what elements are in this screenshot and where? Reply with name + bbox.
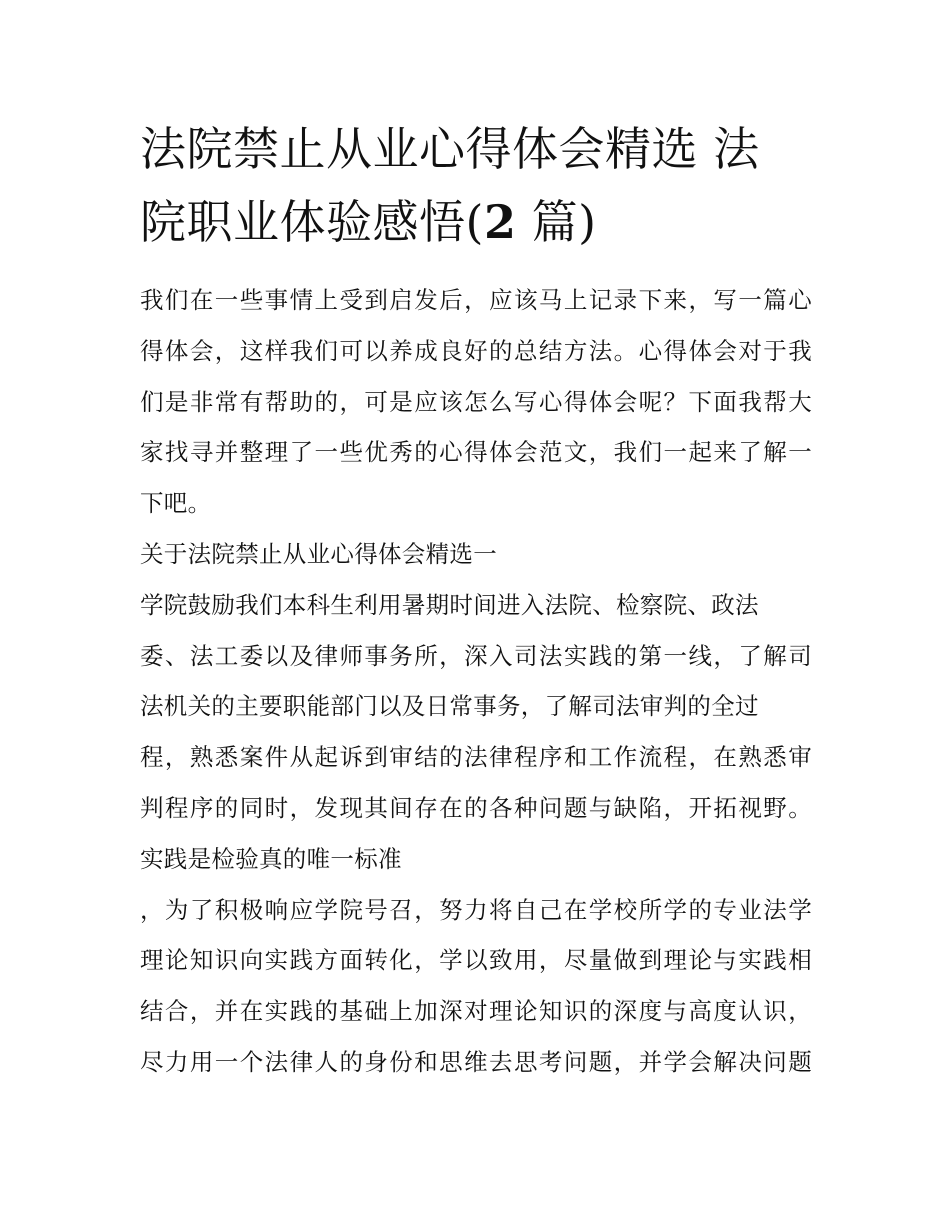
paragraph-line: 得体会，这样我们可以养成良好的总结方法。心得体会对于我	[140, 336, 812, 365]
paragraph-line: 程，熟悉案件从起诉到审结的法律程序和工作流程，在熟悉审	[140, 743, 812, 772]
paragraph-line: 尽力用一个法律人的身份和思维去思考问题，并学会解决问题	[140, 1047, 812, 1076]
title-line-1: 法院禁止从业心得体会精选 法	[140, 122, 760, 176]
paragraph-line: ，为了积极响应学院号召，努力将自己在学校所学的专业法学	[140, 895, 812, 924]
title-line-2c: 篇)	[516, 195, 597, 249]
paragraph-line: 学院鼓励我们本科生利用暑期时间进入法院、检察院、政法	[140, 590, 759, 619]
document-title	[140, 113, 820, 259]
paragraph-line: 下吧。	[140, 489, 212, 518]
paragraph-line: 家找寻并整理了一些优秀的心得体会范文，我们一起来了解一	[140, 438, 812, 467]
paragraph-line: 法机关的主要职能部门以及日常事务，了解司法审判的全过	[140, 692, 759, 721]
document-body	[140, 275, 820, 1088]
section-heading: 关于法院禁止从业心得体会精选一	[140, 539, 497, 568]
paragraph-line: 们是非常有帮助的，可是应该怎么写心得体会呢？下面我帮大	[140, 387, 812, 416]
paragraph-line: 我们在一些事情上受到启发后，应该马上记录下来，写一篇心	[140, 286, 812, 314]
paragraph-line: 判程序的同时，发现其间存在的各种问题与缺陷，开拓视野。	[140, 793, 812, 822]
paragraph-line: 实践是检验真的唯一标准	[140, 844, 402, 873]
title-count: 2	[483, 195, 517, 249]
paragraph-line: 理论知识向实践方面转化，学以致用，尽量做到理论与实践相	[140, 946, 812, 975]
title-line-2a: 院职业体验感悟(	[140, 195, 484, 249]
paragraph-line: 结合，并在实践的基础上加深对理论知识的深度与高度认识，	[140, 997, 812, 1026]
paragraph-line: 委、法工委以及律师事务所，深入司法实践的第一线，了解司	[140, 641, 812, 670]
